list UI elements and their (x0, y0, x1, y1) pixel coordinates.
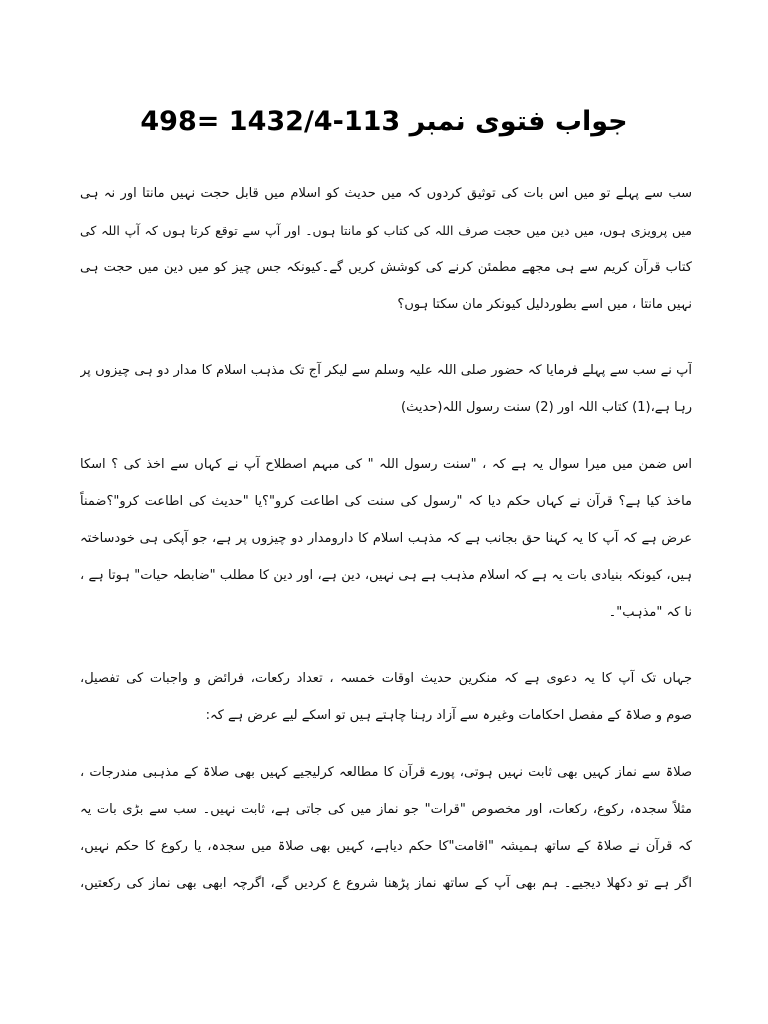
paragraph-1 (80, 175, 692, 323)
page-title: جواب فتوی نمبر 113-1432/4 =498 (140, 106, 628, 137)
paragraph-3 (80, 446, 692, 631)
paragraph-line: ہیں، کیونکہ بنیادی بات یہ ہے کہ اسلام مذہب ہے ہی نہیں، دین ہے، اور دین کا مطلب "ضابطہ حیات" ہوتا ہے ، (80, 568, 692, 583)
paragraph-line: ماخذ کیا ہے؟ قرآن نے کہاں حکم دیا کہ "رسول کی سنت کی اطاعت کرو"؟یا "حدیث کی اطاعت کرو"؟ضمناً (80, 494, 692, 509)
paragraph-line: نا کہ "مذہب"۔ (608, 605, 692, 620)
paragraph-line: میں پرویزی ہوں، میں دین میں حجت صرف اللہ کی کتاب کو مانتا ہوں۔ اور آپ سے توقع کرتا ہوں کہ آپ اللہ کی (80, 223, 692, 238)
paragraph-line: کہ قرآن نے صلاۃ کے ساتھ ہمیشہ "اقامت"کا حکم دیاہے، کہیں بھی صلاۃ میں سجدہ، یا رکوع کا حکم نہیں، (80, 839, 692, 854)
paragraph-line: مثلاً سجدہ، رکوع، رکعات، اور مخصوص "قرات" جو نماز میں کی جاتی ہے، ثابت نہیں۔ سب سے بڑی بات یہ (80, 802, 692, 817)
paragraph-4 (80, 660, 692, 734)
paragraph-line: سب سے پہلے تو میں اس بات کی توثیق کردوں کہ میں حدیث کو اسلام میں قابل حجت نہیں مانتا اور نہ ہی (80, 186, 692, 201)
paragraph-line: نہیں مانتا ، میں اسے بطوردلیل کیونکر مان سکتا ہوں؟ (397, 297, 692, 312)
paragraph-2 (80, 352, 692, 426)
paragraph-line: اس ضمن میں میرا سوال یہ ہے کہ ، "سنت رسول اللہ " کی مبہم اصطلاح آپ نے کہاں سے اخذ کی ؟ اسکا (80, 457, 692, 472)
paragraph-line: عرض ہے کہ آپ کا یہ کہنا حق بجانب ہے کہ مذہب اسلام کا دارومدار دو چیزوں پر ہے، جو آپکی ہی خودساختہ (80, 531, 692, 546)
paragraph-line: آپ نے سب سے پہلے فرمایا کہ حضور صلی اللہ علیہ وسلم سے لیکر آج تک مذہب اسلام کا مدار دو ہی چیزوں پر (80, 363, 692, 378)
paragraph-5 (80, 754, 692, 902)
paragraph-line: جہاں تک آپ کا یہ دعوی ہے کہ منکرین حدیث اوقات خمسہ ، تعداد رکعات، فرائض و واجبات کی تفصیل، (80, 671, 692, 686)
paragraph-line: کتاب قرآن کریم سے ہی مجھے مطمئن کرنے کی کوشش کریں گے۔کیونکہ جس چیز کو میں دین میں حجت ہی (80, 260, 692, 275)
paragraph-line: اگر ہے تو دکھلا دیجیے۔ ہم بھی آپ کے ساتھ نماز پڑھنا شروع ع کردیں گے، اگرچہ ابھی بھی نماز کی رکعتیں، (80, 876, 692, 891)
paragraph-line: صوم و صلاۃ کے مفصل احکامات وغیرہ سے آزاد رہنا چاہتے ہیں تو اسکے لیے عرض ہے کہ: (205, 708, 692, 723)
paragraph-line: صلاۃ سے نماز کہیں بھی ثابت نہیں ہوتی، پورے قرآن کا مطالعہ کرلیجیے کہیں بھی صلاۃ کے مذہبی مندرجات ، (80, 765, 692, 780)
paragraph-line: رہا ہے،(1) کتاب اللہ اور (2) سنت رسول اللہ(حدیث) (401, 400, 692, 415)
